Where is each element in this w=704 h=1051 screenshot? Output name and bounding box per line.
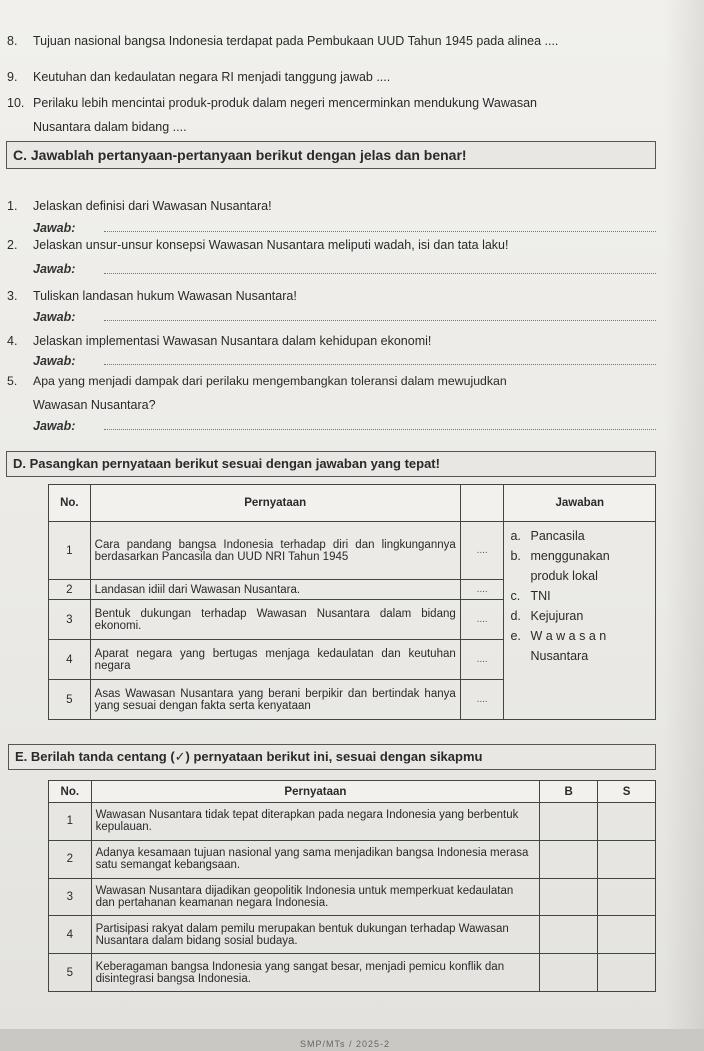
statement-cell: Wawasan Nusantara tidak tepat diterapkan pada negara Indonesia yang berbentuk kepulauan. [91, 803, 540, 841]
option-e: e. W a w a s a n [510, 629, 607, 643]
check-b-cell[interactable] [540, 954, 598, 992]
check-s-cell[interactable] [598, 803, 656, 841]
section-c-title: C. Jawablah pertanyaan-pertanyaan berikut dengan jelas dan benar! [6, 141, 656, 169]
statement-cell: Asas Wawasan Nusantara yang berani berpikir dan bertindak hanya yang sesuai dengan fakta serta kenyataan [90, 680, 460, 720]
item-10: 10. Perilaku lebih mencintai produk-produk dalam negeri mencerminkan mendukung Wawasan [7, 96, 537, 110]
page-footer [0, 1029, 704, 1051]
statement-cell: Cara pandang bangsa Indonesia terhadap diri dan lingkungannya berdasarkan Pancasila dan UUD NRI Tahun 1945 [90, 522, 460, 580]
page-shadow [664, 0, 704, 1040]
blank-cell[interactable]: .... [460, 680, 504, 720]
answer-label-3: Jawab: [33, 310, 76, 324]
header-answer: Jawaban [504, 485, 656, 522]
row-no: 2 [49, 840, 92, 878]
question-c-3: 3. Tuliskan landasan hukum Wawasan Nusantara! [7, 289, 297, 303]
row-no: 2 [49, 580, 91, 600]
row-no: 4 [49, 640, 91, 680]
section-e-title: E. Berilah tanda centang (✓) pernyataan berikut ini, sesuai dengan sikapmu [8, 744, 656, 770]
question-c-2: 2. Jelaskan unsur-unsur konsepsi Wawasan Nusantara meliputi wadah, isi dan tata laku! [7, 238, 509, 252]
row-no: 5 [49, 680, 91, 720]
header-no: No. [49, 485, 91, 522]
check-s-cell[interactable] [598, 954, 656, 992]
answer-line-5[interactable] [104, 429, 656, 430]
header-s: S [598, 781, 656, 803]
answer-line-4[interactable] [104, 364, 656, 365]
statement-cell: Adanya kesamaan tujuan nasional yang sama menjadikan bangsa Indonesia merasa satu semangat kebangsaan. [91, 840, 540, 878]
statement-cell: Keberagaman bangsa Indonesia yang sangat besar, menjadi pemicu konflik dan disintegrasi bangsa Indonesia. [91, 954, 540, 992]
check-s-cell[interactable] [598, 916, 656, 954]
option-e-cont: Nusantara [530, 649, 589, 663]
option-b: b. menggunakan [510, 549, 610, 563]
answer-options [504, 522, 656, 720]
check-b-cell[interactable] [540, 878, 598, 916]
check-s-cell[interactable] [598, 878, 656, 916]
statement-cell: Bentuk dukungan terhadap Wawasan Nusantara dalam bidang ekonomi. [90, 600, 460, 640]
option-c: c. TNI [510, 589, 551, 603]
answer-line-3[interactable] [104, 320, 656, 321]
matching-table [48, 484, 656, 720]
option-d: d. Kejujuran [510, 609, 584, 623]
row-no: 3 [49, 878, 92, 916]
answer-line-2[interactable] [104, 273, 656, 274]
statement-cell: Aparat negara yang bertugas menjaga kedaulatan dan keutuhan negara [90, 640, 460, 680]
check-b-cell[interactable] [540, 840, 598, 878]
blank-cell[interactable]: .... [460, 600, 504, 640]
blank-cell[interactable]: .... [460, 640, 504, 680]
header-no: No. [49, 781, 92, 803]
answer-label-2: Jawab: [33, 262, 76, 276]
row-no: 4 [49, 916, 92, 954]
header-b: B [540, 781, 598, 803]
blank-cell[interactable]: .... [460, 580, 504, 600]
answer-label-1: Jawab: [33, 221, 76, 235]
question-c-5-cont: Wawasan Nusantara? [33, 398, 156, 412]
question-c-5: 5. Apa yang menjadi dampak dari perilaku mengembangkan toleransi dalam mewujudkan [7, 374, 507, 388]
row-no: 1 [49, 803, 92, 841]
question-c-1: 1. Jelaskan definisi dari Wawasan Nusantara! [7, 199, 272, 213]
answer-label-4: Jawab: [33, 354, 76, 368]
header-statement: Pernyataan [91, 781, 540, 803]
statement-cell: Wawasan Nusantara dijadikan geopolitik Indonesia untuk memperkuat kedaulatan dan pertahanan keamanan negara Indonesia. [91, 878, 540, 916]
row-no: 5 [49, 954, 92, 992]
blank-cell[interactable]: .... [460, 522, 504, 580]
row-no: 1 [49, 522, 91, 580]
attitude-table [48, 780, 656, 992]
question-c-4: 4. Jelaskan implementasi Wawasan Nusantara dalam kehidupan ekonomi! [7, 334, 432, 348]
answer-label-5: Jawab: [33, 419, 76, 433]
option-a: a. Pancasila [510, 529, 585, 543]
statement-cell: Landasan idiil dari Wawasan Nusantara. [90, 580, 460, 600]
section-d-title: D. Pasangkan pernyataan berikut sesuai dengan jawaban yang tepat! [6, 451, 656, 477]
check-b-cell[interactable] [540, 803, 598, 841]
item-8: 8. Tujuan nasional bangsa Indonesia terdapat pada Pembukaan UUD Tahun 1945 pada alinea .... [7, 34, 559, 48]
footer-label: SMP/MTs / 2025-2 [300, 1039, 391, 1049]
item-10-cont: Nusantara dalam bidang .... [33, 120, 187, 134]
check-s-cell[interactable] [598, 840, 656, 878]
header-statement: Pernyataan [90, 485, 460, 522]
row-no: 3 [49, 600, 91, 640]
statement-cell: Partisipasi rakyat dalam pemilu merupakan bentuk dukungan terhadap Wawasan Nusantara dalam bidang sosial budaya. [91, 916, 540, 954]
answer-line-1[interactable] [104, 231, 656, 232]
item-9: 9. Keutuhan dan kedaulatan negara RI menjadi tanggung jawab .... [7, 70, 391, 84]
check-b-cell[interactable] [540, 916, 598, 954]
option-b-cont: produk lokal [530, 569, 598, 583]
